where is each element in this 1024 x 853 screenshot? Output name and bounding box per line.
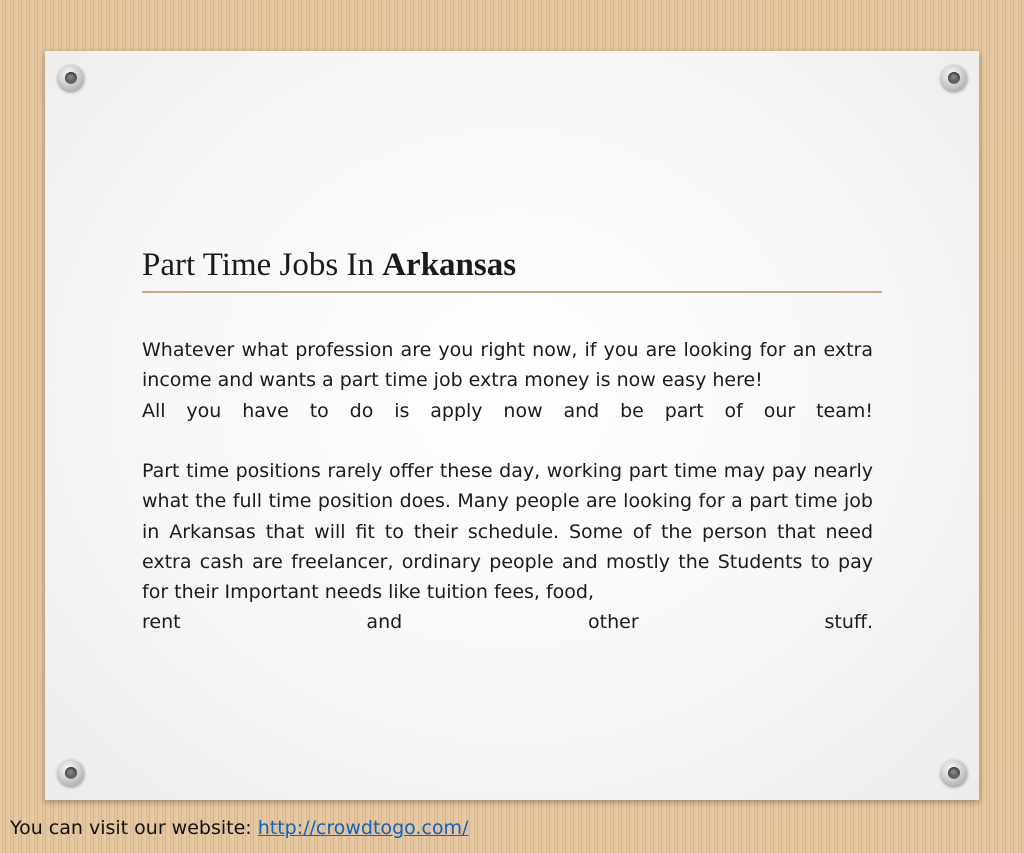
paragraph-1 (142, 335, 873, 426)
slide-title-bold: Arkansas (382, 247, 517, 283)
paragraph-2-body: Part time positions rarely offer these day, working part time may pay nearly what the full time position does. Many people are looking for a part time job in Arkansas that will fit to their schedule. Some of the person that need extra cash are freelancer, ordinary people and mostly the Students to pay for their Important needs like tuition fees, food, (142, 460, 873, 604)
pushpin-icon (58, 760, 84, 786)
website-link[interactable]: http://crowdtogo.com/ (257, 817, 469, 839)
footer-label: You can visit our website: (10, 817, 258, 839)
paragraph-1-body: Whatever what profession are you right now, if you are looking for an extra income and wants a part time job extra money is now easy here! (142, 339, 873, 392)
footer (10, 817, 468, 839)
paragraph-1-last-line: All you have to do is apply now and be part of our team! (142, 399, 873, 422)
title-divider (142, 291, 882, 293)
slide-title-regular: Part Time Jobs In (142, 247, 383, 283)
slide-board (45, 51, 979, 800)
paragraph-2 (142, 456, 873, 638)
paragraph-2-last-line: rent and other stuff. (142, 611, 873, 634)
pushpin-icon (58, 65, 84, 91)
slide-title (142, 247, 516, 284)
pushpin-icon (941, 65, 967, 91)
pushpin-icon (941, 760, 967, 786)
